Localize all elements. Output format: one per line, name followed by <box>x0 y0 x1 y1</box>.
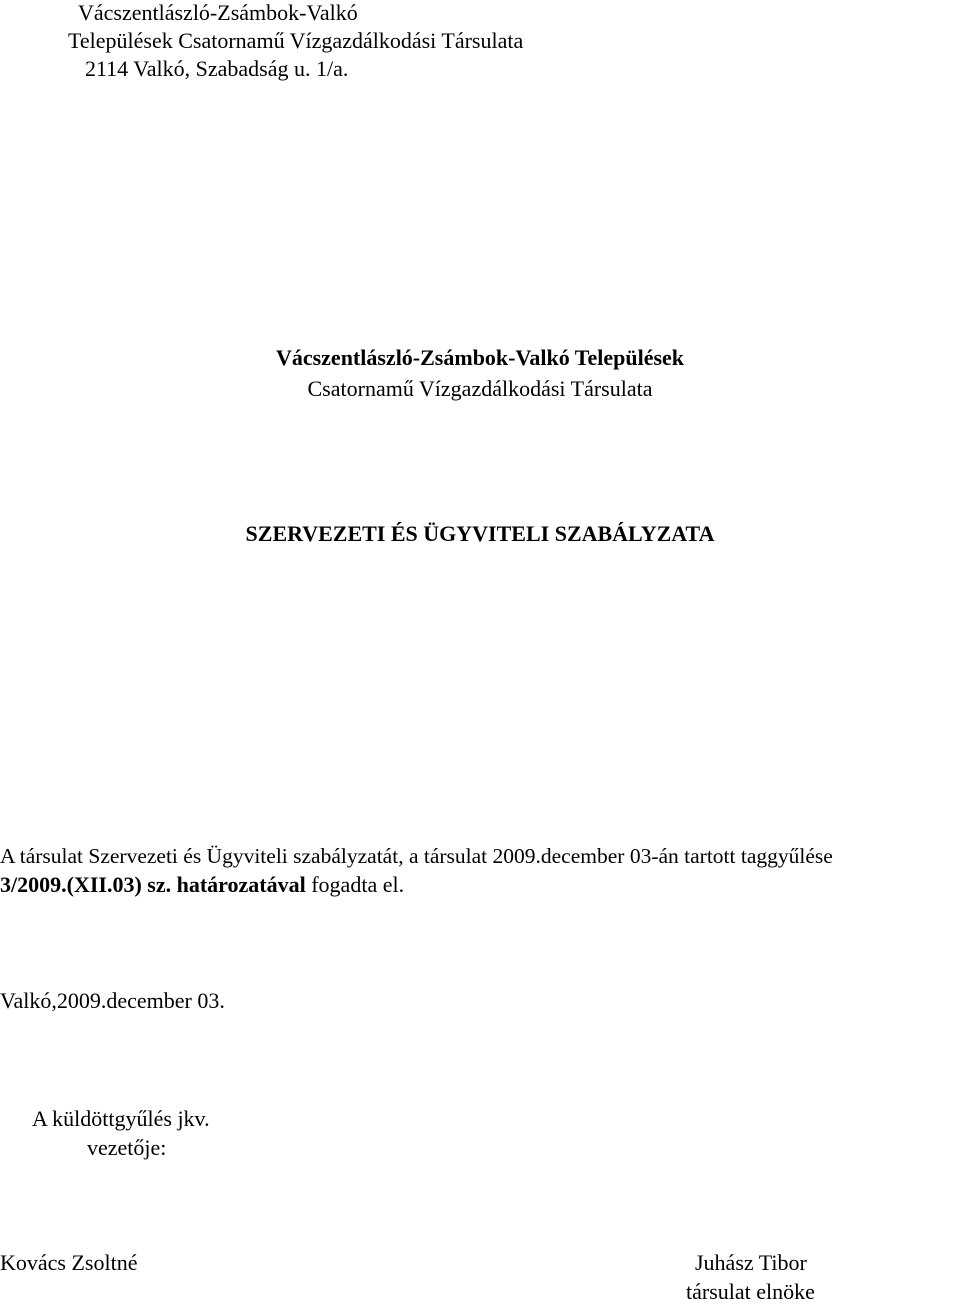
letterhead-line-1: Vácszentlászló-Zsámbok-Valkó <box>78 0 358 25</box>
resolution-reference: 3/2009.(XII.03) sz. határozatával <box>0 872 306 897</box>
document-title: SZERVEZETI ÉS ÜGYVITELI SZABÁLYZATA <box>245 521 715 546</box>
signature-left-name: Kovács Zsoltné <box>0 1250 138 1275</box>
statement-line-2 <box>0 872 404 898</box>
letterhead-line-2: Települések Csatornamű Vízgazdálkodási Társulata <box>68 28 524 53</box>
chair-label-line-2: vezetője: <box>87 1135 167 1160</box>
org-name-line-1: Vácszentlászló-Zsámbok-Valkó Települések <box>275 345 685 370</box>
statement-line-1: A társulat Szervezeti és Ügyviteli szabályzatát, a társulat 2009.december 03-án tartott taggyűlése <box>0 844 833 868</box>
chair-label-line-1: A küldöttgyűlés jkv. <box>32 1106 210 1131</box>
signature-right-role: társulat elnöke <box>686 1279 815 1304</box>
signature-right-name: Juhász Tibor <box>695 1250 807 1275</box>
org-name-line-2: Csatornamű Vízgazdálkodási Társulata <box>307 376 653 401</box>
letterhead-address: 2114 Valkó, Szabadság u. 1/a. <box>85 56 349 81</box>
statement-line-2-rest: fogadta el. <box>305 872 405 897</box>
place-date: Valkó,2009.december 03. <box>0 988 225 1013</box>
